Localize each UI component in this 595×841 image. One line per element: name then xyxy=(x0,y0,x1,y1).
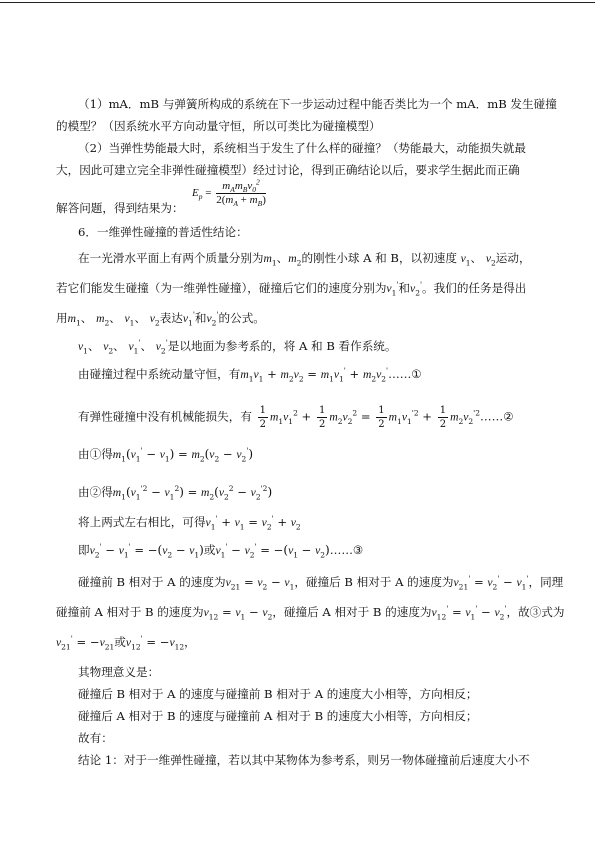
paragraph-q1-cont: 的模型？（因系统水平方向动量守恒，所以可类比为碰撞模型） xyxy=(56,119,381,133)
paragraph-q2: （2）当弹性势能最大时，系统相当于发生了什么样的碰撞？（势能最大，动能损失就最 xyxy=(78,141,526,155)
equation-from-1: 由①得$m_1(v_1' - v_1) = m_2(v_2 - v_2')$ xyxy=(78,446,254,464)
header-rule xyxy=(0,2,595,3)
line-setup: 在一光滑水平面上有两个质量分别为$m_1$、$m_2$的刚性小球 A 和 B，以初速度 $v_1$、 $v_2$运动， xyxy=(78,251,531,268)
line-therefore: 故有： xyxy=(78,731,113,745)
paragraph-q1: （1）mA．mB 与弹簧所构成的系统在下一步运动过程中能否类比为一个 mA．mB 发生碰撞 xyxy=(78,97,557,111)
equation-ratio: 将上两式左右相比，可得$v_1' + v_1 = v_2' + v_2$ xyxy=(78,514,301,532)
line-relative-b: 碰撞前 B 相对于 A 的速度为$v_{21} = v_2 - v_1$，碰撞后 B 相对于 A 的速度为$v_{21}' = v_2' - v_1'$，同理 xyxy=(78,574,564,592)
line-reference-frame: $v_1$、 $v_2$、 $v_1'$、 $v_2'$是以地面为参考系的，将 A 和 B 看作系统。 xyxy=(78,338,397,356)
section-6-heading: 6．一维弹性碰撞的普适性结论： xyxy=(78,225,248,239)
line-task: 用$m_1$、 $m_2$、 $v_1$、 $v_2$表达$v_1'$和$v_2'$的公式。 xyxy=(56,310,265,328)
equation-energy: 有弹性碰撞中没有机械能损失，有 $\frac{1}{2}$ $m_1v_1^2$ + $\frac{1}{2}$ $m_2v_2^2$ = $\frac{1}{2}$ $m_1v_1^{'2}$ + $\frac{1}{2}$ $m_2v_2^{'2}\dots\dots ②$ xyxy=(78,405,514,430)
paragraph-result: 解答问题，得到结果为： xyxy=(56,201,184,215)
equation-momentum: 由碰撞过程中系统动量守恒，有$m_1v_1 + m_2v_2 = m_1v_1'$ + $m_2v_2'\dots\dots ①$ xyxy=(78,366,422,384)
paragraph-q2-cont: 大，因此可建立完全非弹性碰撞模型）经过讨论，得到正确结论以后，要求学生据此而正确 xyxy=(56,163,520,177)
equation-from-2: 由②得$m_1(v_1^{'2} - v_1^2) = m_2(v_2^2 - v_2^{'2})$ xyxy=(78,484,273,502)
line-collision: 若它们能发生碰撞（为一维弹性碰撞），碰撞后它们的速度分别为$v_1'$和$v_2'$。我们的任务是得出 xyxy=(56,280,527,298)
line-meaning-heading: 其物理意义是： xyxy=(78,665,160,679)
line-meaning-b: 碰撞后 B 相对于 A 的速度与碰撞前 B 相对于 A 的速度大小相等，方向相反； xyxy=(78,687,478,701)
formula-ep: $E_p$ = $\frac{m_Am_Bv_0^2}{2(m_A + m_B)}$ xyxy=(192,177,266,209)
line-relative-a: 碰撞前 A 相对于 B 的速度为$v_{12} = v_1 - v_2$，碰撞后 A 相对于 B 的速度为$v_{12}' = v_1' - v_2'$，故③式为 xyxy=(56,604,565,622)
equation-3: 即$v_2' - v_1' = -(v_2 - v_1)$或$v_1' - v_2' = -(v_1$ − $v_2)\dots\dots ③$ xyxy=(78,542,364,560)
line-conclusion-1: 结论 1：对于一维弹性碰撞，若以其中某物体为参考系，则另一物体碰撞前后速度大小不 xyxy=(78,753,530,767)
line-relative-result: $v_{21}' = -v_{21}$或$v_{12}' = -v_{12}$， xyxy=(56,634,196,652)
line-meaning-a: 碰撞后 A 相对于 B 的速度与碰撞前 A 相对于 B 的速度大小相等，方向相反； xyxy=(78,709,478,723)
